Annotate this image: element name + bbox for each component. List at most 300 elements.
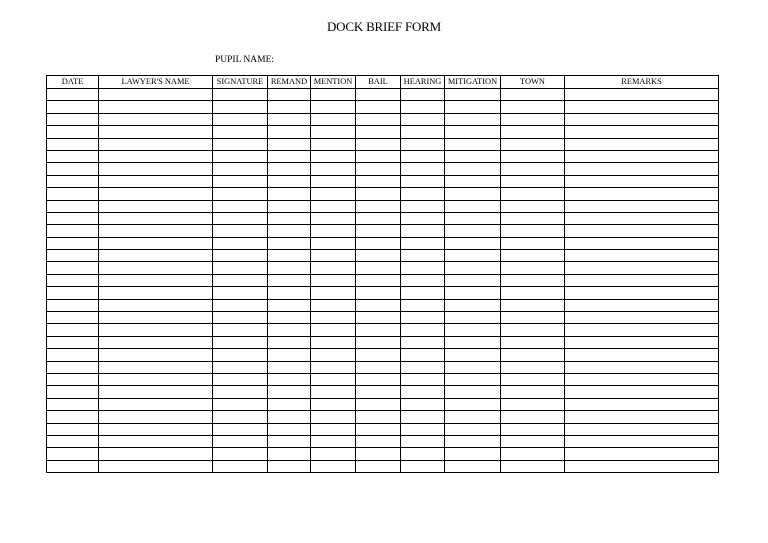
form-cell[interactable]: [47, 175, 99, 187]
form-cell[interactable]: [47, 411, 99, 423]
form-cell[interactable]: [565, 113, 719, 125]
form-cell[interactable]: [501, 188, 565, 200]
form-cell[interactable]: [445, 89, 501, 101]
form-cell[interactable]: [501, 274, 565, 286]
form-cell[interactable]: [356, 113, 401, 125]
form-cell[interactable]: [565, 262, 719, 274]
form-cell[interactable]: [445, 188, 501, 200]
form-cell[interactable]: [565, 250, 719, 262]
form-cell[interactable]: [311, 175, 356, 187]
form-cell[interactable]: [356, 126, 401, 138]
form-cell[interactable]: [445, 101, 501, 113]
form-cell[interactable]: [401, 336, 445, 348]
form-cell[interactable]: [99, 250, 213, 262]
form-cell[interactable]: [401, 398, 445, 410]
form-cell[interactable]: [213, 324, 268, 336]
form-cell[interactable]: [311, 299, 356, 311]
form-cell[interactable]: [47, 373, 99, 385]
form-cell[interactable]: [213, 250, 268, 262]
form-cell[interactable]: [565, 287, 719, 299]
form-cell[interactable]: [47, 200, 99, 212]
form-cell[interactable]: [501, 287, 565, 299]
form-cell[interactable]: [268, 460, 311, 472]
form-cell[interactable]: [445, 175, 501, 187]
form-cell[interactable]: [213, 398, 268, 410]
form-cell[interactable]: [213, 163, 268, 175]
form-cell[interactable]: [213, 138, 268, 150]
form-cell[interactable]: [445, 361, 501, 373]
form-cell[interactable]: [213, 225, 268, 237]
form-cell[interactable]: [501, 423, 565, 435]
form-cell[interactable]: [268, 299, 311, 311]
form-cell[interactable]: [47, 299, 99, 311]
form-cell[interactable]: [99, 200, 213, 212]
form-cell[interactable]: [401, 113, 445, 125]
form-cell[interactable]: [268, 411, 311, 423]
form-cell[interactable]: [501, 299, 565, 311]
form-cell[interactable]: [311, 411, 356, 423]
form-cell[interactable]: [311, 163, 356, 175]
form-cell[interactable]: [47, 225, 99, 237]
form-cell[interactable]: [356, 250, 401, 262]
form-cell[interactable]: [213, 101, 268, 113]
form-cell[interactable]: [99, 212, 213, 224]
form-cell[interactable]: [356, 200, 401, 212]
form-cell[interactable]: [213, 299, 268, 311]
form-cell[interactable]: [47, 237, 99, 249]
form-cell[interactable]: [47, 274, 99, 286]
form-cell[interactable]: [356, 274, 401, 286]
form-cell[interactable]: [99, 287, 213, 299]
form-cell[interactable]: [99, 435, 213, 447]
form-cell[interactable]: [565, 212, 719, 224]
form-cell[interactable]: [356, 361, 401, 373]
form-cell[interactable]: [401, 287, 445, 299]
form-cell[interactable]: [213, 188, 268, 200]
form-cell[interactable]: [501, 411, 565, 423]
form-cell[interactable]: [213, 274, 268, 286]
form-cell[interactable]: [565, 349, 719, 361]
form-cell[interactable]: [213, 460, 268, 472]
form-cell[interactable]: [311, 250, 356, 262]
form-cell[interactable]: [47, 212, 99, 224]
form-cell[interactable]: [47, 448, 99, 460]
form-cell[interactable]: [356, 349, 401, 361]
form-cell[interactable]: [356, 89, 401, 101]
form-cell[interactable]: [213, 411, 268, 423]
form-cell[interactable]: [565, 460, 719, 472]
form-cell[interactable]: [501, 349, 565, 361]
form-cell[interactable]: [99, 423, 213, 435]
form-cell[interactable]: [501, 250, 565, 262]
form-cell[interactable]: [445, 200, 501, 212]
form-cell[interactable]: [213, 448, 268, 460]
form-cell[interactable]: [401, 361, 445, 373]
form-cell[interactable]: [311, 188, 356, 200]
form-cell[interactable]: [356, 411, 401, 423]
form-cell[interactable]: [501, 435, 565, 447]
form-cell[interactable]: [401, 324, 445, 336]
form-cell[interactable]: [356, 175, 401, 187]
form-cell[interactable]: [311, 262, 356, 274]
form-cell[interactable]: [445, 435, 501, 447]
form-cell[interactable]: [565, 299, 719, 311]
form-cell[interactable]: [445, 138, 501, 150]
form-cell[interactable]: [445, 312, 501, 324]
form-cell[interactable]: [99, 386, 213, 398]
form-cell[interactable]: [311, 336, 356, 348]
form-cell[interactable]: [401, 312, 445, 324]
form-cell[interactable]: [268, 126, 311, 138]
form-cell[interactable]: [268, 386, 311, 398]
form-cell[interactable]: [47, 163, 99, 175]
form-cell[interactable]: [401, 460, 445, 472]
form-cell[interactable]: [356, 336, 401, 348]
form-cell[interactable]: [501, 262, 565, 274]
form-cell[interactable]: [47, 386, 99, 398]
form-cell[interactable]: [99, 138, 213, 150]
form-cell[interactable]: [99, 225, 213, 237]
form-cell[interactable]: [268, 435, 311, 447]
form-cell[interactable]: [356, 287, 401, 299]
form-cell[interactable]: [99, 460, 213, 472]
form-cell[interactable]: [99, 188, 213, 200]
form-cell[interactable]: [268, 361, 311, 373]
form-cell[interactable]: [213, 386, 268, 398]
form-cell[interactable]: [47, 423, 99, 435]
form-cell[interactable]: [213, 126, 268, 138]
form-cell[interactable]: [445, 299, 501, 311]
form-cell[interactable]: [213, 113, 268, 125]
form-cell[interactable]: [99, 101, 213, 113]
form-cell[interactable]: [311, 237, 356, 249]
form-cell[interactable]: [311, 274, 356, 286]
form-cell[interactable]: [356, 150, 401, 162]
form-cell[interactable]: [445, 274, 501, 286]
form-cell[interactable]: [401, 126, 445, 138]
form-cell[interactable]: [501, 163, 565, 175]
form-cell[interactable]: [401, 175, 445, 187]
form-cell[interactable]: [99, 324, 213, 336]
form-cell[interactable]: [565, 237, 719, 249]
form-cell[interactable]: [268, 101, 311, 113]
form-cell[interactable]: [213, 262, 268, 274]
form-cell[interactable]: [213, 89, 268, 101]
form-cell[interactable]: [356, 386, 401, 398]
form-cell[interactable]: [501, 212, 565, 224]
form-cell[interactable]: [99, 89, 213, 101]
form-cell[interactable]: [401, 373, 445, 385]
form-cell[interactable]: [501, 175, 565, 187]
form-cell[interactable]: [356, 101, 401, 113]
form-cell[interactable]: [268, 287, 311, 299]
form-cell[interactable]: [99, 448, 213, 460]
form-cell[interactable]: [501, 138, 565, 150]
form-cell[interactable]: [501, 398, 565, 410]
form-cell[interactable]: [47, 250, 99, 262]
form-cell[interactable]: [311, 101, 356, 113]
form-cell[interactable]: [311, 373, 356, 385]
form-cell[interactable]: [311, 200, 356, 212]
form-cell[interactable]: [501, 225, 565, 237]
form-cell[interactable]: [565, 361, 719, 373]
form-cell[interactable]: [311, 349, 356, 361]
form-cell[interactable]: [401, 163, 445, 175]
form-cell[interactable]: [268, 262, 311, 274]
form-cell[interactable]: [501, 448, 565, 460]
form-cell[interactable]: [565, 89, 719, 101]
form-cell[interactable]: [445, 386, 501, 398]
form-cell[interactable]: [445, 398, 501, 410]
form-cell[interactable]: [268, 138, 311, 150]
form-cell[interactable]: [356, 312, 401, 324]
form-cell[interactable]: [47, 150, 99, 162]
form-cell[interactable]: [99, 299, 213, 311]
form-cell[interactable]: [501, 361, 565, 373]
form-cell[interactable]: [565, 411, 719, 423]
form-cell[interactable]: [311, 287, 356, 299]
form-cell[interactable]: [401, 386, 445, 398]
form-cell[interactable]: [356, 212, 401, 224]
form-cell[interactable]: [99, 411, 213, 423]
form-cell[interactable]: [213, 361, 268, 373]
form-cell[interactable]: [565, 423, 719, 435]
form-cell[interactable]: [356, 324, 401, 336]
form-cell[interactable]: [445, 163, 501, 175]
form-cell[interactable]: [213, 435, 268, 447]
form-cell[interactable]: [445, 373, 501, 385]
form-cell[interactable]: [501, 324, 565, 336]
form-cell[interactable]: [445, 262, 501, 274]
form-cell[interactable]: [268, 212, 311, 224]
form-cell[interactable]: [445, 423, 501, 435]
form-cell[interactable]: [213, 373, 268, 385]
form-cell[interactable]: [99, 274, 213, 286]
form-cell[interactable]: [311, 113, 356, 125]
form-cell[interactable]: [311, 361, 356, 373]
form-cell[interactable]: [47, 336, 99, 348]
form-cell[interactable]: [47, 312, 99, 324]
form-cell[interactable]: [565, 274, 719, 286]
form-cell[interactable]: [99, 312, 213, 324]
form-cell[interactable]: [99, 237, 213, 249]
form-cell[interactable]: [268, 250, 311, 262]
form-cell[interactable]: [311, 89, 356, 101]
form-cell[interactable]: [445, 448, 501, 460]
form-cell[interactable]: [47, 349, 99, 361]
form-cell[interactable]: [268, 373, 311, 385]
form-cell[interactable]: [565, 150, 719, 162]
form-cell[interactable]: [356, 163, 401, 175]
form-cell[interactable]: [268, 163, 311, 175]
form-cell[interactable]: [356, 237, 401, 249]
form-cell[interactable]: [401, 435, 445, 447]
form-cell[interactable]: [99, 336, 213, 348]
form-cell[interactable]: [311, 448, 356, 460]
form-cell[interactable]: [268, 175, 311, 187]
form-cell[interactable]: [99, 163, 213, 175]
form-cell[interactable]: [47, 435, 99, 447]
form-cell[interactable]: [268, 225, 311, 237]
form-cell[interactable]: [99, 126, 213, 138]
form-cell[interactable]: [565, 175, 719, 187]
form-cell[interactable]: [401, 188, 445, 200]
form-cell[interactable]: [99, 349, 213, 361]
form-cell[interactable]: [501, 373, 565, 385]
form-cell[interactable]: [99, 262, 213, 274]
form-cell[interactable]: [445, 287, 501, 299]
form-cell[interactable]: [356, 373, 401, 385]
form-cell[interactable]: [268, 150, 311, 162]
form-cell[interactable]: [401, 150, 445, 162]
form-cell[interactable]: [401, 212, 445, 224]
form-cell[interactable]: [213, 349, 268, 361]
form-cell[interactable]: [401, 89, 445, 101]
form-cell[interactable]: [356, 423, 401, 435]
form-cell[interactable]: [47, 101, 99, 113]
form-cell[interactable]: [311, 435, 356, 447]
form-cell[interactable]: [213, 200, 268, 212]
form-cell[interactable]: [268, 274, 311, 286]
form-cell[interactable]: [268, 423, 311, 435]
form-cell[interactable]: [445, 411, 501, 423]
form-cell[interactable]: [565, 398, 719, 410]
form-cell[interactable]: [356, 448, 401, 460]
form-cell[interactable]: [356, 435, 401, 447]
form-cell[interactable]: [501, 312, 565, 324]
form-cell[interactable]: [401, 274, 445, 286]
form-cell[interactable]: [401, 138, 445, 150]
form-cell[interactable]: [565, 386, 719, 398]
form-cell[interactable]: [311, 150, 356, 162]
form-cell[interactable]: [401, 423, 445, 435]
form-cell[interactable]: [47, 460, 99, 472]
form-cell[interactable]: [565, 373, 719, 385]
form-cell[interactable]: [501, 101, 565, 113]
form-cell[interactable]: [311, 126, 356, 138]
form-cell[interactable]: [99, 175, 213, 187]
form-cell[interactable]: [501, 386, 565, 398]
form-cell[interactable]: [47, 398, 99, 410]
form-cell[interactable]: [445, 250, 501, 262]
form-cell[interactable]: [99, 150, 213, 162]
form-cell[interactable]: [311, 212, 356, 224]
form-cell[interactable]: [401, 448, 445, 460]
form-cell[interactable]: [401, 101, 445, 113]
form-cell[interactable]: [311, 460, 356, 472]
form-cell[interactable]: [445, 336, 501, 348]
form-cell[interactable]: [501, 336, 565, 348]
form-cell[interactable]: [565, 324, 719, 336]
form-cell[interactable]: [268, 324, 311, 336]
form-cell[interactable]: [268, 336, 311, 348]
form-cell[interactable]: [268, 89, 311, 101]
form-cell[interactable]: [213, 175, 268, 187]
form-cell[interactable]: [501, 150, 565, 162]
form-cell[interactable]: [445, 150, 501, 162]
form-cell[interactable]: [268, 188, 311, 200]
form-cell[interactable]: [565, 163, 719, 175]
form-cell[interactable]: [47, 287, 99, 299]
form-cell[interactable]: [311, 386, 356, 398]
form-cell[interactable]: [47, 89, 99, 101]
form-cell[interactable]: [213, 150, 268, 162]
form-cell[interactable]: [565, 448, 719, 460]
form-cell[interactable]: [445, 212, 501, 224]
form-cell[interactable]: [356, 398, 401, 410]
form-cell[interactable]: [268, 312, 311, 324]
form-cell[interactable]: [311, 324, 356, 336]
form-cell[interactable]: [356, 188, 401, 200]
form-cell[interactable]: [213, 237, 268, 249]
form-cell[interactable]: [445, 225, 501, 237]
form-cell[interactable]: [47, 188, 99, 200]
form-cell[interactable]: [401, 411, 445, 423]
form-cell[interactable]: [565, 138, 719, 150]
form-cell[interactable]: [501, 89, 565, 101]
form-cell[interactable]: [356, 299, 401, 311]
form-cell[interactable]: [99, 113, 213, 125]
form-cell[interactable]: [401, 225, 445, 237]
form-cell[interactable]: [47, 262, 99, 274]
form-cell[interactable]: [401, 299, 445, 311]
form-cell[interactable]: [565, 336, 719, 348]
form-cell[interactable]: [501, 237, 565, 249]
form-cell[interactable]: [99, 361, 213, 373]
form-cell[interactable]: [445, 126, 501, 138]
form-cell[interactable]: [445, 237, 501, 249]
form-cell[interactable]: [565, 225, 719, 237]
form-cell[interactable]: [401, 349, 445, 361]
form-cell[interactable]: [311, 423, 356, 435]
form-cell[interactable]: [356, 460, 401, 472]
form-cell[interactable]: [213, 423, 268, 435]
form-cell[interactable]: [268, 237, 311, 249]
form-cell[interactable]: [47, 324, 99, 336]
form-cell[interactable]: [311, 398, 356, 410]
form-cell[interactable]: [213, 212, 268, 224]
form-cell[interactable]: [268, 398, 311, 410]
form-cell[interactable]: [356, 262, 401, 274]
form-cell[interactable]: [501, 113, 565, 125]
form-cell[interactable]: [445, 324, 501, 336]
form-cell[interactable]: [268, 113, 311, 125]
form-cell[interactable]: [565, 126, 719, 138]
form-cell[interactable]: [268, 448, 311, 460]
form-cell[interactable]: [501, 200, 565, 212]
form-cell[interactable]: [311, 312, 356, 324]
form-cell[interactable]: [356, 225, 401, 237]
form-cell[interactable]: [47, 126, 99, 138]
form-cell[interactable]: [501, 126, 565, 138]
form-cell[interactable]: [565, 101, 719, 113]
form-cell[interactable]: [565, 200, 719, 212]
form-cell[interactable]: [401, 250, 445, 262]
form-cell[interactable]: [356, 138, 401, 150]
form-cell[interactable]: [268, 349, 311, 361]
form-cell[interactable]: [565, 435, 719, 447]
form-cell[interactable]: [445, 460, 501, 472]
form-cell[interactable]: [268, 200, 311, 212]
form-cell[interactable]: [401, 262, 445, 274]
form-cell[interactable]: [99, 398, 213, 410]
form-cell[interactable]: [213, 312, 268, 324]
form-cell[interactable]: [445, 349, 501, 361]
form-cell[interactable]: [47, 138, 99, 150]
form-cell[interactable]: [311, 138, 356, 150]
form-cell[interactable]: [565, 188, 719, 200]
form-cell[interactable]: [445, 113, 501, 125]
